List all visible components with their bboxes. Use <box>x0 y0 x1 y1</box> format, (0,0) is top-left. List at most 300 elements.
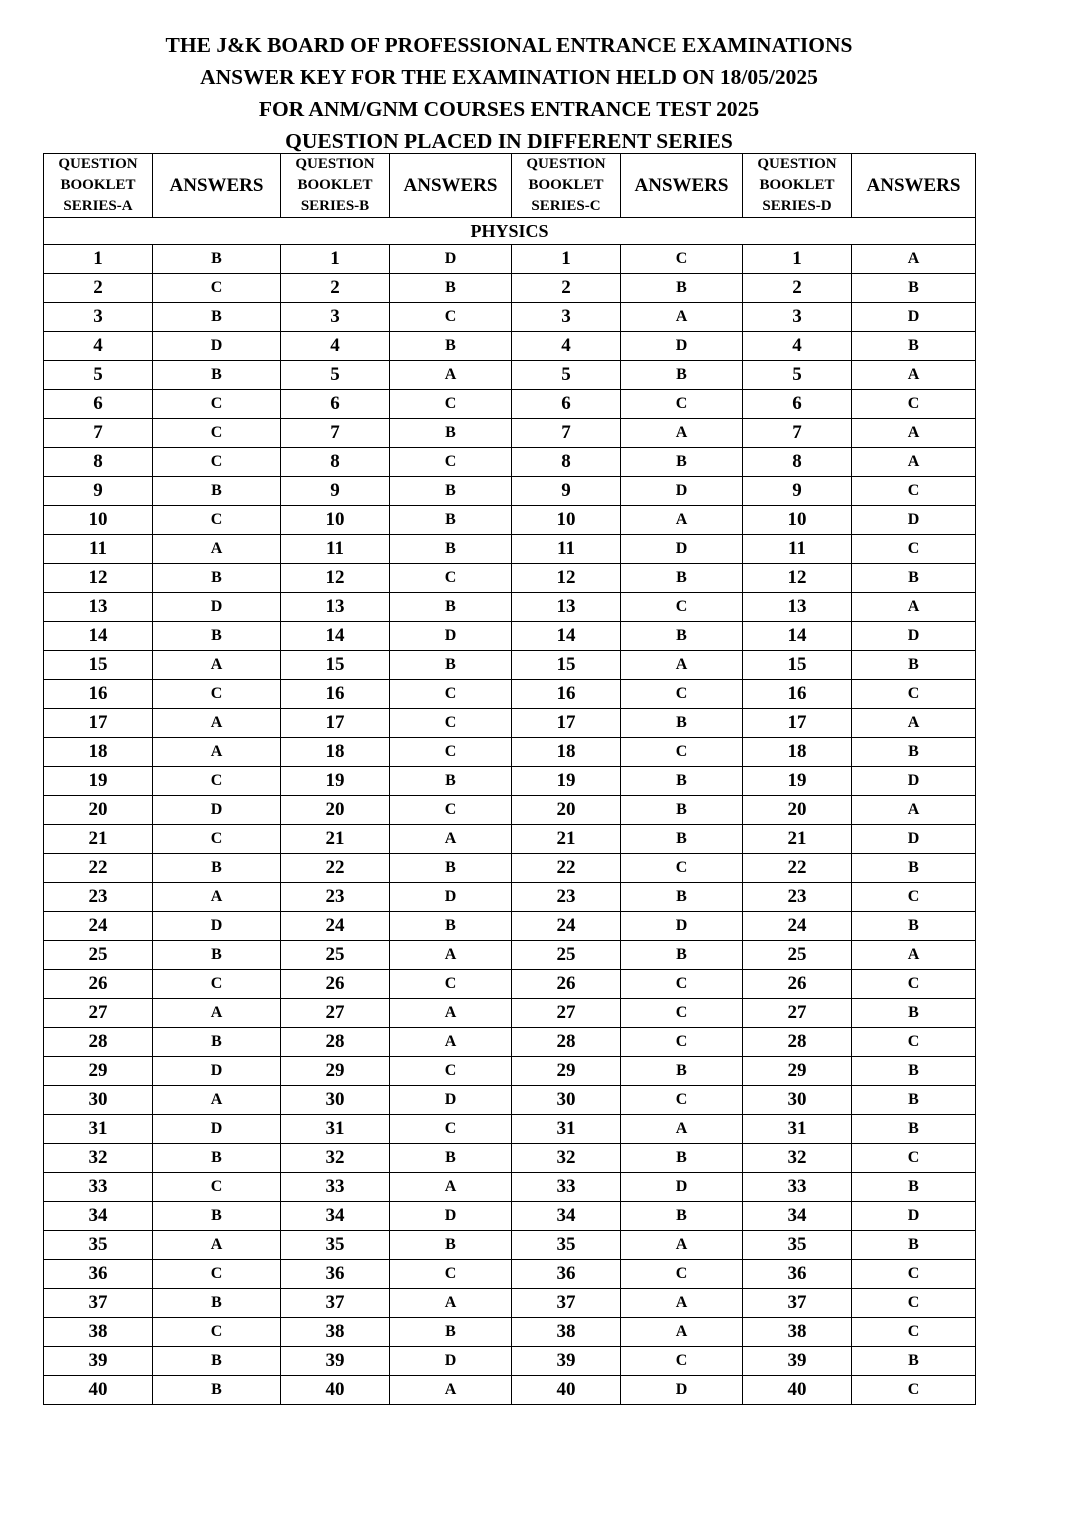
answer-b: D <box>390 1202 512 1231</box>
answer-c: D <box>621 1173 743 1202</box>
answer-c: B <box>621 709 743 738</box>
header-line: BOOKLET <box>528 177 604 193</box>
question-number-c: 15 <box>512 651 621 680</box>
table-row <box>44 1231 976 1260</box>
table-row <box>44 564 976 593</box>
question-number-b: 39 <box>281 1347 390 1376</box>
answer-c: B <box>621 1144 743 1173</box>
question-number-a: 19 <box>44 767 153 796</box>
question-number-c: 9 <box>512 477 621 506</box>
board-title: THE J&K BOARD OF PROFESSIONAL ENTRANCE EXAMINATIONS <box>165 33 853 57</box>
question-number-c: 14 <box>512 622 621 651</box>
answer-c: A <box>621 1231 743 1260</box>
answer-c: D <box>621 332 743 361</box>
header-question-series-c <box>512 154 621 218</box>
question-number-c: 5 <box>512 361 621 390</box>
question-number-b: 10 <box>281 506 390 535</box>
question-number-c: 1 <box>512 245 621 274</box>
table-row <box>44 651 976 680</box>
question-number-b: 21 <box>281 825 390 854</box>
question-number-a: 37 <box>44 1289 153 1318</box>
question-number-c: 13 <box>512 593 621 622</box>
question-number-d: 17 <box>743 709 852 738</box>
answer-c: A <box>621 1318 743 1347</box>
answer-d: A <box>852 419 976 448</box>
answer-d: C <box>852 883 976 912</box>
answer-c: A <box>621 419 743 448</box>
question-number-d: 32 <box>743 1144 852 1173</box>
table-row <box>44 709 976 738</box>
answer-c: A <box>621 1115 743 1144</box>
answer-c: B <box>621 767 743 796</box>
answer-c: B <box>621 1057 743 1086</box>
question-number-a: 24 <box>44 912 153 941</box>
question-number-c: 6 <box>512 390 621 419</box>
answer-c: C <box>621 970 743 999</box>
answer-d: A <box>852 941 976 970</box>
answer-d: B <box>852 332 976 361</box>
answer-a: C <box>153 1318 281 1347</box>
question-number-d: 7 <box>743 419 852 448</box>
question-number-c: 31 <box>512 1115 621 1144</box>
answer-b: D <box>390 245 512 274</box>
answer-b: C <box>390 1115 512 1144</box>
header-answers-d: ANSWERS <box>852 154 976 218</box>
answer-a: D <box>153 332 281 361</box>
header-line: SERIES-A <box>63 198 133 214</box>
answer-a: A <box>153 1231 281 1260</box>
question-number-b: 28 <box>281 1028 390 1057</box>
answer-a: C <box>153 825 281 854</box>
answer-c: B <box>621 1202 743 1231</box>
question-number-a: 29 <box>44 1057 153 1086</box>
answer-c: B <box>621 883 743 912</box>
question-number-d: 2 <box>743 274 852 303</box>
question-number-d: 10 <box>743 506 852 535</box>
header-answers-c: ANSWERS <box>621 154 743 218</box>
question-number-a: 13 <box>44 593 153 622</box>
question-number-d: 31 <box>743 1115 852 1144</box>
answer-b: B <box>390 477 512 506</box>
answer-c: B <box>621 361 743 390</box>
question-number-a: 40 <box>44 1376 153 1405</box>
question-number-a: 9 <box>44 477 153 506</box>
course-title: FOR ANM/GNM COURSES ENTRANCE TEST 2025 <box>258 97 760 121</box>
answer-c: D <box>621 912 743 941</box>
question-number-b: 6 <box>281 390 390 419</box>
question-number-b: 37 <box>281 1289 390 1318</box>
table-header-row <box>44 154 976 218</box>
answer-d: B <box>852 1115 976 1144</box>
answer-a: D <box>153 1057 281 1086</box>
question-number-a: 27 <box>44 999 153 1028</box>
question-number-c: 22 <box>512 854 621 883</box>
question-number-a: 21 <box>44 825 153 854</box>
question-number-c: 2 <box>512 274 621 303</box>
table-row <box>44 1057 976 1086</box>
table-row <box>44 245 976 274</box>
question-number-a: 2 <box>44 274 153 303</box>
question-number-c: 18 <box>512 738 621 767</box>
answer-a: B <box>153 1289 281 1318</box>
header-line: QUESTION <box>526 156 606 172</box>
question-number-d: 26 <box>743 970 852 999</box>
answer-d: D <box>852 506 976 535</box>
question-number-d: 3 <box>743 303 852 332</box>
question-number-a: 34 <box>44 1202 153 1231</box>
question-number-c: 27 <box>512 999 621 1028</box>
question-number-c: 35 <box>512 1231 621 1260</box>
answer-b: C <box>390 390 512 419</box>
question-number-b: 35 <box>281 1231 390 1260</box>
answer-b: C <box>390 738 512 767</box>
question-number-d: 38 <box>743 1318 852 1347</box>
question-number-b: 16 <box>281 680 390 709</box>
answer-c: C <box>621 1260 743 1289</box>
answer-b: C <box>390 448 512 477</box>
question-number-d: 35 <box>743 1231 852 1260</box>
question-number-b: 23 <box>281 883 390 912</box>
question-number-d: 1 <box>743 245 852 274</box>
question-number-a: 6 <box>44 390 153 419</box>
question-number-d: 39 <box>743 1347 852 1376</box>
header-line: BOOKLET <box>60 177 136 193</box>
question-number-a: 12 <box>44 564 153 593</box>
question-number-c: 19 <box>512 767 621 796</box>
answer-a: B <box>153 1347 281 1376</box>
answer-b: A <box>390 999 512 1028</box>
question-number-a: 30 <box>44 1086 153 1115</box>
answer-c: B <box>621 564 743 593</box>
answer-d: B <box>852 1086 976 1115</box>
question-number-b: 18 <box>281 738 390 767</box>
answer-c: C <box>621 1086 743 1115</box>
answer-a: A <box>153 883 281 912</box>
answer-c: A <box>621 303 743 332</box>
question-number-b: 15 <box>281 651 390 680</box>
answer-c: A <box>621 506 743 535</box>
table-row <box>44 361 976 390</box>
question-number-d: 5 <box>743 361 852 390</box>
header-line: SERIES-B <box>300 198 370 214</box>
question-number-c: 29 <box>512 1057 621 1086</box>
answer-b: C <box>390 796 512 825</box>
answer-b: A <box>390 825 512 854</box>
table-row <box>44 535 976 564</box>
question-number-c: 4 <box>512 332 621 361</box>
answer-b: A <box>390 1289 512 1318</box>
answer-d: A <box>852 709 976 738</box>
answer-a: B <box>153 622 281 651</box>
question-number-d: 4 <box>743 332 852 361</box>
answer-c: C <box>621 245 743 274</box>
question-number-c: 8 <box>512 448 621 477</box>
question-number-a: 33 <box>44 1173 153 1202</box>
answer-b: B <box>390 419 512 448</box>
answer-a: A <box>153 535 281 564</box>
question-number-a: 36 <box>44 1260 153 1289</box>
answer-d: C <box>852 1028 976 1057</box>
answer-d: C <box>852 1289 976 1318</box>
answer-b: C <box>390 1057 512 1086</box>
question-number-a: 17 <box>44 709 153 738</box>
question-number-b: 31 <box>281 1115 390 1144</box>
answer-a: B <box>153 245 281 274</box>
question-number-d: 29 <box>743 1057 852 1086</box>
table-row <box>44 1289 976 1318</box>
question-number-c: 7 <box>512 419 621 448</box>
question-number-a: 14 <box>44 622 153 651</box>
answer-d: C <box>852 390 976 419</box>
question-number-a: 23 <box>44 883 153 912</box>
answer-b: C <box>390 970 512 999</box>
question-number-c: 37 <box>512 1289 621 1318</box>
question-number-a: 1 <box>44 245 153 274</box>
answer-d: B <box>852 564 976 593</box>
question-number-a: 25 <box>44 941 153 970</box>
table-row <box>44 767 976 796</box>
question-number-c: 3 <box>512 303 621 332</box>
answer-c: B <box>621 941 743 970</box>
question-number-a: 4 <box>44 332 153 361</box>
question-number-a: 28 <box>44 1028 153 1057</box>
section-row <box>44 218 976 245</box>
question-number-b: 38 <box>281 1318 390 1347</box>
answer-d: B <box>852 1057 976 1086</box>
question-number-d: 14 <box>743 622 852 651</box>
answer-key-table <box>43 153 976 1405</box>
question-number-c: 26 <box>512 970 621 999</box>
answer-c: D <box>621 535 743 564</box>
question-number-d: 27 <box>743 999 852 1028</box>
question-number-b: 19 <box>281 767 390 796</box>
answer-d: C <box>852 1260 976 1289</box>
question-number-b: 17 <box>281 709 390 738</box>
header-line: QUESTION <box>757 156 837 172</box>
answer-a: B <box>153 941 281 970</box>
answer-a: C <box>153 680 281 709</box>
answer-b: D <box>390 1347 512 1376</box>
answer-b: C <box>390 1260 512 1289</box>
question-number-a: 39 <box>44 1347 153 1376</box>
answer-d: D <box>852 767 976 796</box>
answer-b: C <box>390 680 512 709</box>
question-number-d: 40 <box>743 1376 852 1405</box>
answer-a: B <box>153 477 281 506</box>
table-row <box>44 999 976 1028</box>
question-number-a: 31 <box>44 1115 153 1144</box>
answer-d: B <box>852 274 976 303</box>
answer-a: C <box>153 1260 281 1289</box>
answer-c: C <box>621 854 743 883</box>
question-number-b: 5 <box>281 361 390 390</box>
question-number-b: 40 <box>281 1376 390 1405</box>
answer-a: B <box>153 1376 281 1405</box>
answer-b: C <box>390 709 512 738</box>
question-number-a: 16 <box>44 680 153 709</box>
answer-d: C <box>852 680 976 709</box>
answer-b: A <box>390 1028 512 1057</box>
question-number-c: 33 <box>512 1173 621 1202</box>
answer-a: D <box>153 912 281 941</box>
question-number-c: 32 <box>512 1144 621 1173</box>
question-number-b: 36 <box>281 1260 390 1289</box>
question-number-a: 26 <box>44 970 153 999</box>
answer-b: B <box>390 506 512 535</box>
question-number-b: 34 <box>281 1202 390 1231</box>
answer-c: C <box>621 738 743 767</box>
question-number-c: 34 <box>512 1202 621 1231</box>
question-number-c: 16 <box>512 680 621 709</box>
question-number-c: 39 <box>512 1347 621 1376</box>
question-number-b: 30 <box>281 1086 390 1115</box>
answer-c: C <box>621 680 743 709</box>
question-number-b: 12 <box>281 564 390 593</box>
answer-d: A <box>852 361 976 390</box>
answer-b: A <box>390 1173 512 1202</box>
table-row <box>44 912 976 941</box>
question-number-b: 9 <box>281 477 390 506</box>
table-row <box>44 1260 976 1289</box>
answer-b: A <box>390 1376 512 1405</box>
answer-b: B <box>390 1231 512 1260</box>
answer-d: A <box>852 245 976 274</box>
table-row <box>44 680 976 709</box>
table-row <box>44 1347 976 1376</box>
table-row <box>44 332 976 361</box>
header-line: BOOKLET <box>297 177 373 193</box>
question-number-c: 36 <box>512 1260 621 1289</box>
question-number-d: 9 <box>743 477 852 506</box>
question-number-b: 3 <box>281 303 390 332</box>
answer-c: B <box>621 796 743 825</box>
answer-c: D <box>621 1376 743 1405</box>
answer-a: A <box>153 709 281 738</box>
question-number-b: 1 <box>281 245 390 274</box>
question-number-c: 11 <box>512 535 621 564</box>
header-line: BOOKLET <box>759 177 835 193</box>
header-line: QUESTION <box>58 156 138 172</box>
answer-a: B <box>153 564 281 593</box>
question-number-b: 27 <box>281 999 390 1028</box>
answer-c: C <box>621 1347 743 1376</box>
answer-a: D <box>153 796 281 825</box>
answer-b: D <box>390 883 512 912</box>
question-number-b: 20 <box>281 796 390 825</box>
table-row <box>44 1202 976 1231</box>
table-row <box>44 390 976 419</box>
answer-d: B <box>852 1347 976 1376</box>
question-number-d: 20 <box>743 796 852 825</box>
question-number-b: 29 <box>281 1057 390 1086</box>
question-number-d: 18 <box>743 738 852 767</box>
question-number-a: 18 <box>44 738 153 767</box>
header-question-series-b <box>281 154 390 218</box>
question-number-d: 16 <box>743 680 852 709</box>
table-row <box>44 419 976 448</box>
answer-d: B <box>852 738 976 767</box>
answer-a: B <box>153 1028 281 1057</box>
header-answers-b: ANSWERS <box>390 154 512 218</box>
header-line: SERIES-D <box>762 198 832 214</box>
question-number-a: 32 <box>44 1144 153 1173</box>
question-number-c: 23 <box>512 883 621 912</box>
question-number-d: 25 <box>743 941 852 970</box>
answer-d: D <box>852 1202 976 1231</box>
answer-a: A <box>153 999 281 1028</box>
table-row <box>44 941 976 970</box>
question-number-d: 28 <box>743 1028 852 1057</box>
answer-a: C <box>153 390 281 419</box>
answer-a: B <box>153 361 281 390</box>
question-number-b: 24 <box>281 912 390 941</box>
table-row <box>44 1144 976 1173</box>
table-row <box>44 1028 976 1057</box>
question-number-d: 23 <box>743 883 852 912</box>
table-row <box>44 1376 976 1405</box>
answer-b: C <box>390 564 512 593</box>
answer-c: C <box>621 999 743 1028</box>
answer-c: C <box>621 1028 743 1057</box>
document-header <box>0 29 1018 157</box>
answer-a: A <box>153 738 281 767</box>
question-number-a: 35 <box>44 1231 153 1260</box>
answer-d: A <box>852 593 976 622</box>
table-row <box>44 883 976 912</box>
answer-b: A <box>390 941 512 970</box>
question-number-d: 19 <box>743 767 852 796</box>
answer-a: B <box>153 1144 281 1173</box>
question-number-c: 21 <box>512 825 621 854</box>
answer-a: C <box>153 1173 281 1202</box>
header-line: QUESTION <box>295 156 375 172</box>
answer-d: B <box>852 854 976 883</box>
answer-a: C <box>153 274 281 303</box>
answer-d: C <box>852 1144 976 1173</box>
question-number-b: 25 <box>281 941 390 970</box>
answer-c: A <box>621 1289 743 1318</box>
answer-a: C <box>153 767 281 796</box>
question-number-c: 28 <box>512 1028 621 1057</box>
table-row <box>44 593 976 622</box>
answer-b: B <box>390 535 512 564</box>
question-number-a: 5 <box>44 361 153 390</box>
answer-d: D <box>852 622 976 651</box>
question-number-b: 11 <box>281 535 390 564</box>
answer-a: C <box>153 448 281 477</box>
answer-rows <box>44 245 976 1405</box>
question-number-a: 8 <box>44 448 153 477</box>
answer-d: B <box>852 1231 976 1260</box>
answer-b: B <box>390 1144 512 1173</box>
table-row <box>44 796 976 825</box>
question-number-d: 21 <box>743 825 852 854</box>
question-number-d: 8 <box>743 448 852 477</box>
question-number-d: 33 <box>743 1173 852 1202</box>
answer-d: A <box>852 448 976 477</box>
question-number-b: 26 <box>281 970 390 999</box>
question-number-b: 33 <box>281 1173 390 1202</box>
question-number-b: 32 <box>281 1144 390 1173</box>
question-number-b: 4 <box>281 332 390 361</box>
question-number-c: 38 <box>512 1318 621 1347</box>
answer-b: B <box>390 854 512 883</box>
answer-b: B <box>390 593 512 622</box>
table-row <box>44 477 976 506</box>
answer-a: D <box>153 1115 281 1144</box>
answer-d: C <box>852 477 976 506</box>
question-number-d: 6 <box>743 390 852 419</box>
